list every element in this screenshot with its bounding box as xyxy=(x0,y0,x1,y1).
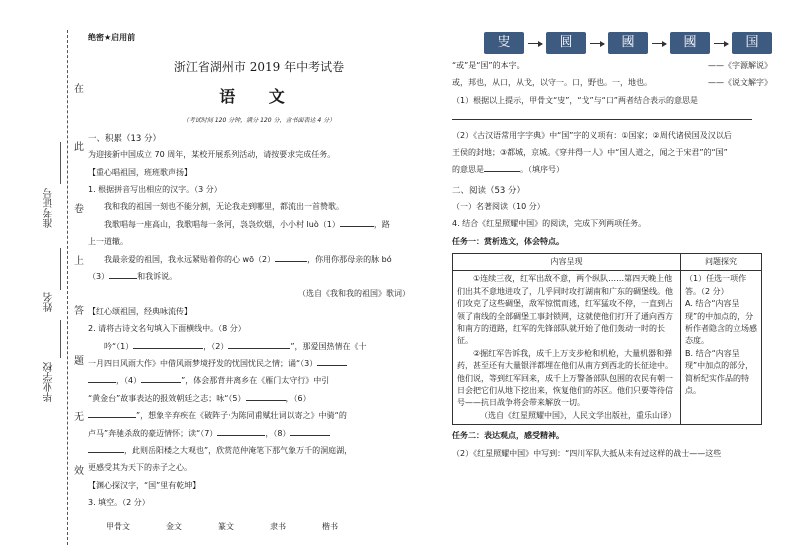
answer-blank[interactable] xyxy=(88,445,124,453)
question-text: 我歌唱每一座高山，我歌唱每一条河，袅袅炊烟，小小村 luò（1） ，路 xyxy=(104,219,390,229)
task-heading: 【重心唱祖国，班班歌声扬】 xyxy=(88,167,192,177)
table-header-explore: 问题探究 xyxy=(681,254,761,271)
question-text: 王侯的封地；③都城，京城。《穿井得一人》中“国人道之，闻之于宋君”的“国” xyxy=(452,147,728,157)
answer-blank[interactable] xyxy=(141,375,181,383)
question-text: 卢马”奔驰杀敌的豪迈情怀；读“（7） ，（8） xyxy=(88,428,410,440)
task-heading: 【红心颂祖国，经典咏流传】 xyxy=(88,306,192,316)
quote-line: 或，邦也，从口，从戈，以守一。口，野也。一，地也。 ——《说文解字》 xyxy=(452,78,772,88)
subsection-heading: （一）名著阅读（10 分） xyxy=(452,201,545,211)
glyph-clerical: 國 xyxy=(670,32,710,54)
glyph-evolution xyxy=(484,32,772,54)
exam-title: 浙江省湖州市 2019 年中考试卷 xyxy=(173,60,345,75)
explore-item: B. 结合“内容呈现”中加点的部分，简析纪实作品的特点。 xyxy=(685,348,754,395)
section-heading: 一、积累（13 分） xyxy=(88,134,162,145)
question-1: 1. 根据拼音写出相应的汉字。（3 分） xyxy=(88,185,222,195)
answer-blank[interactable] xyxy=(317,358,347,366)
seal-char: 卷 xyxy=(74,204,84,215)
quote-line: “或”是“国”的本字。 ——《字源解说》 xyxy=(452,61,772,70)
answer-blank[interactable] xyxy=(88,375,116,383)
question-text: （1）根据以上提示，甲骨文“㕜”，“戈”与“口”两者结合表示的意思是 xyxy=(452,95,698,105)
question-4: 4. 结合《红星照耀中国》的阅读，完成下列两项任务。 xyxy=(452,219,647,229)
question-text: （3） 和我诉说。 xyxy=(88,271,178,281)
seal-char: 无 xyxy=(74,412,84,423)
glyph-seal: 國 xyxy=(608,32,648,54)
answer-blank[interactable] xyxy=(290,428,330,436)
task-heading: 任务二：表达观点，感受精神。 xyxy=(452,431,564,441)
explore-item: A. 结合“内容呈现”的中加点的，分析作者隐含的立场感态度。 xyxy=(685,299,757,346)
answer-blank[interactable] xyxy=(109,271,137,279)
seal-char: 题 xyxy=(74,356,84,367)
intro-text: 为迎接新中国成立 70 周年，某校开展系列活动，请按要求完成任务。 xyxy=(88,150,336,160)
script-label: 篆文 xyxy=(218,522,234,532)
glyph-regular: 国 xyxy=(732,32,772,54)
answer-blank[interactable] xyxy=(246,393,286,401)
left-column xyxy=(88,32,410,534)
arrow-icon xyxy=(590,43,604,44)
question-text: 我最亲爱的祖国，我永远紧贴着你的心 wō（2） ，你用你那母亲的脉 bó xyxy=(104,254,392,264)
question-text: “黄金台”故事表达的报效朝廷之志；咏“（5） ，（6） xyxy=(88,393,311,403)
exam-notice: （考试时间 120 分钟，满分 120 分，含书面表达 4 分） xyxy=(182,116,336,124)
question-text: 上一道辙。 xyxy=(88,237,128,247)
question-text: 我和我的祖国一刻也不能分割，无论我走到哪里，都流出一首赞歌。 xyxy=(104,202,344,212)
answer-blank[interactable] xyxy=(228,341,290,349)
subject-title: 语 文 xyxy=(219,86,299,106)
table-content-cell xyxy=(453,271,681,424)
seal-char: 在 xyxy=(74,84,84,95)
question-2: 2. 请将古诗文名句填入下面横线中。（8 分） xyxy=(88,324,246,334)
question-text: （2）《红星照耀中国》中写到：“四川军队大抵从未有过这样的战士——这些 xyxy=(452,448,722,458)
secret-mark: 绝密★启用前 xyxy=(88,33,136,42)
exam-number-line xyxy=(60,142,61,184)
script-row xyxy=(88,521,410,533)
school-label: 毕业学校 xyxy=(44,362,55,402)
script-label: 楷书 xyxy=(322,522,338,532)
school-line xyxy=(60,320,61,358)
source-note: （选自《我和我的祖国》歌词） xyxy=(298,289,410,299)
task-heading: 【渊心探汉字，“国”里有乾坤】 xyxy=(88,480,201,490)
answer-line[interactable] xyxy=(452,112,772,124)
script-label: 隶书 xyxy=(270,522,286,532)
seal-char: 效 xyxy=(74,466,84,477)
script-label: 甲骨文 xyxy=(106,522,130,532)
arrow-icon xyxy=(714,43,728,44)
table-header-content: 内容呈现 xyxy=(453,254,681,271)
exam-number-label: 准考证号 xyxy=(44,188,55,228)
glyph-oracle: 㕜 xyxy=(484,32,524,54)
question-text: ，（4） ”，体会那背井离乡在《雁门太守行》中引 xyxy=(88,375,410,387)
question-text: 的意思是 。（填序号） xyxy=(452,165,564,175)
answer-blank[interactable] xyxy=(217,428,265,436)
name-label: 姓名 xyxy=(44,292,55,312)
answer-blank[interactable] xyxy=(484,164,520,172)
seal-char: 此 xyxy=(74,142,84,153)
question-text: ，此则岳阳楼之大观也”，欣赏范仲淹笔下那气象万千的洞庭湖， xyxy=(88,445,410,457)
question-text: ”，想象辛弃疾在《破阵子·为陈同甫赋壮词以寄之》中骑“的 xyxy=(88,410,410,422)
name-line xyxy=(60,248,61,290)
task-heading: 任务一：赏析选文，体会特点。 xyxy=(452,236,564,246)
table-explore-cell xyxy=(681,271,761,424)
section-heading: 二、阅读（53 分） xyxy=(452,185,526,196)
arrow-icon xyxy=(652,43,666,44)
question-text: 一月四日风雨大作》中借风雨梦境抒发的忧国忧民之情；诵“（3） xyxy=(88,358,410,370)
table-header-row xyxy=(453,254,761,271)
seal-char: 答 xyxy=(74,306,84,317)
seal-char: 上 xyxy=(74,256,84,267)
question-3: 3. 填空。（2 分） xyxy=(88,498,150,508)
answer-blank[interactable] xyxy=(88,410,136,418)
question-text: （2）《古汉语常用字字典》中“国”字的义项有：①国家；②周代诸侯国及汉以后 xyxy=(452,130,732,140)
arrow-icon xyxy=(528,43,542,44)
source-note: （选自《红星照耀中国》，人民文学出版社，重乐山译） xyxy=(480,410,676,420)
answer-blank[interactable] xyxy=(340,219,374,227)
answer-blank[interactable] xyxy=(133,341,203,349)
script-label: 金文 xyxy=(166,522,182,532)
question-text: 更感受其为天下的赤子之心。 xyxy=(88,463,192,473)
table-row xyxy=(453,271,761,424)
dashed-cut-line xyxy=(67,30,68,545)
question-text: 吟“（1） ，（2） ”，那爱国热情在《十 xyxy=(104,341,367,351)
analysis-table xyxy=(452,253,762,425)
passage-2: ②掘红军告诉我，成千上万支步枪和机枪，大量机器和弹药，甚至还有大量银洋都埋在他们从南方到西北的长征途中。他们说，等到红军回来，成千上万警备部队包围的农民有朝一日会把它们从地下挖出来，恢复他们的苏区。他们只要等待信号——抗日战争将会带来解放一切。 xyxy=(457,348,673,408)
passage-1: ①连续三夜，红军出敌不意，两个纵队……第四天晚上他们出其不意地进攻了，几乎同时攻打湖南和广东的碉堡线。他们攻克了这些碉堡，敌军惊慌而逃，红军猛攻不停，一直到占领了南线的全部碉堡工事封锁网，这就使他们打开了通向西方和南方的道路，红军的先锋部队就开始了他们轰动一时的长征。 xyxy=(457,274,673,346)
answer-blank[interactable] xyxy=(275,254,307,262)
right-column xyxy=(452,32,772,465)
explore-item: （1）任选一项作答。（2 分） xyxy=(685,274,747,296)
glyph-bronze: 囻 xyxy=(546,32,586,54)
